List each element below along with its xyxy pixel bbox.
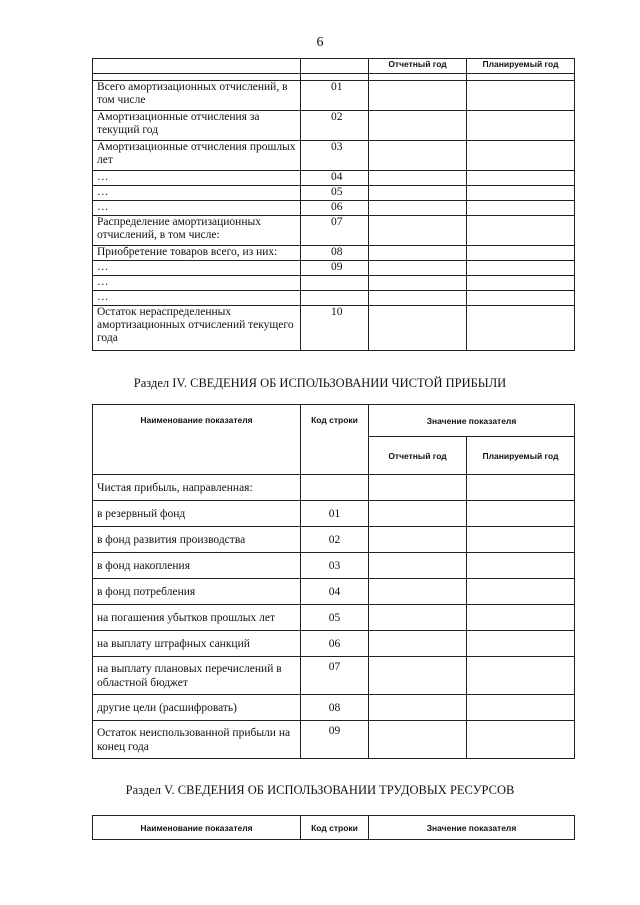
row-code: 07	[301, 657, 369, 695]
row-name: Остаток нераспределенных амортизационных отчислений текущего года	[93, 306, 301, 351]
planned-cell[interactable]	[467, 475, 575, 501]
net-profit-table	[92, 404, 575, 759]
planned-cell[interactable]	[467, 721, 575, 759]
reported-cell[interactable]	[369, 527, 467, 553]
row-code	[301, 475, 369, 501]
reported-cell[interactable]	[369, 261, 467, 276]
table-row	[93, 81, 575, 111]
row-code: 06	[301, 631, 369, 657]
header-blank	[93, 59, 301, 74]
row-code: 02	[301, 527, 369, 553]
row-name: в фонд накопления	[93, 553, 301, 579]
planned-cell[interactable]	[467, 246, 575, 261]
row-name: …	[93, 276, 301, 291]
planned-cell[interactable]	[467, 291, 575, 306]
table-row	[93, 201, 575, 216]
table-row	[93, 246, 575, 261]
reported-cell[interactable]	[369, 291, 467, 306]
reported-cell[interactable]	[369, 246, 467, 261]
row-name: в фонд потребления	[93, 579, 301, 605]
planned-cell[interactable]	[467, 501, 575, 527]
amortization-table	[92, 58, 575, 351]
row-code: 03	[301, 553, 369, 579]
table-header-row	[93, 405, 575, 437]
row-name: …	[93, 291, 301, 306]
row-name: Распределение амортизационных отчислений, в том числе:	[93, 216, 301, 246]
table-row	[93, 291, 575, 306]
row-name: Амортизационные отчисления за текущий год	[93, 111, 301, 141]
row-code: 03	[301, 141, 369, 171]
planned-cell[interactable]	[467, 261, 575, 276]
table-row	[93, 141, 575, 171]
table-row	[93, 475, 575, 501]
reported-cell[interactable]	[369, 186, 467, 201]
planned-cell[interactable]	[467, 216, 575, 246]
header-row-code: Код строки	[301, 405, 369, 475]
reported-cell[interactable]	[369, 605, 467, 631]
planned-cell[interactable]	[467, 306, 575, 351]
section-4-title: Раздел IV. СВЕДЕНИЯ ОБ ИСПОЛЬЗОВАНИИ ЧИСТОЙ ПРИБЫЛИ	[133, 376, 507, 390]
header-blank	[301, 59, 369, 74]
table-row	[93, 276, 575, 291]
row-code: 06	[301, 201, 369, 216]
labor-resources-table	[92, 815, 575, 840]
header-reported-year: Отчетный год	[369, 59, 467, 74]
row-code	[301, 291, 369, 306]
row-code: 10	[301, 306, 369, 351]
table-row	[93, 721, 575, 759]
row-name: …	[93, 201, 301, 216]
row-code: 08	[301, 246, 369, 261]
header-indicator-name: Наименование показателя	[93, 816, 301, 840]
row-code: 08	[301, 695, 369, 721]
reported-cell[interactable]	[369, 657, 467, 695]
row-name: …	[93, 186, 301, 201]
reported-cell[interactable]	[369, 501, 467, 527]
table-row	[93, 553, 575, 579]
row-code: 09	[301, 721, 369, 759]
row-name: другие цели (расшифровать)	[93, 695, 301, 721]
planned-cell[interactable]	[467, 81, 575, 111]
row-name: на погашения убытков прошлых лет	[93, 605, 301, 631]
section-5-title: Раздел V. СВЕДЕНИЯ ОБ ИСПОЛЬЗОВАНИИ ТРУДОВЫХ РЕСУРСОВ	[125, 783, 515, 797]
table-header-row	[93, 816, 575, 840]
row-code: 04	[301, 579, 369, 605]
row-code: 01	[301, 81, 369, 111]
header-row-code: Код строки	[301, 816, 369, 840]
planned-cell[interactable]	[467, 579, 575, 605]
row-code: 04	[301, 171, 369, 186]
planned-cell[interactable]	[467, 171, 575, 186]
row-name: Всего амортизационных отчислений, в том числе	[93, 81, 301, 111]
row-name: …	[93, 261, 301, 276]
row-name: в резервный фонд	[93, 501, 301, 527]
header-reported-year: Отчетный год	[369, 437, 467, 475]
header-indicator-name: Наименование показателя	[93, 405, 301, 475]
reported-cell[interactable]	[369, 81, 467, 111]
reported-cell[interactable]	[369, 111, 467, 141]
reported-cell[interactable]	[369, 631, 467, 657]
table-row	[93, 657, 575, 695]
reported-cell[interactable]	[369, 171, 467, 186]
reported-cell[interactable]	[369, 695, 467, 721]
planned-cell[interactable]	[467, 527, 575, 553]
table-row	[93, 186, 575, 201]
header-planned-year: Планируемый год	[467, 437, 575, 475]
reported-cell[interactable]	[369, 306, 467, 351]
planned-cell[interactable]	[467, 657, 575, 695]
reported-cell[interactable]	[369, 201, 467, 216]
planned-cell[interactable]	[467, 111, 575, 141]
row-name: Чистая прибыль, направленная:	[93, 475, 301, 501]
planned-cell[interactable]	[467, 605, 575, 631]
table-row	[93, 579, 575, 605]
reported-cell[interactable]	[369, 721, 467, 759]
table-row	[93, 171, 575, 186]
header-indicator-value: Значение показателя	[369, 816, 575, 840]
table-header-row	[93, 59, 575, 74]
row-code: 02	[301, 111, 369, 141]
spacer-row	[93, 74, 575, 81]
table-row	[93, 501, 575, 527]
planned-cell[interactable]	[467, 201, 575, 216]
table-row	[93, 631, 575, 657]
reported-cell[interactable]	[369, 276, 467, 291]
header-indicator-value: Значение показателя	[369, 405, 575, 437]
reported-cell[interactable]	[369, 475, 467, 501]
planned-cell[interactable]	[467, 631, 575, 657]
reported-cell[interactable]	[369, 579, 467, 605]
table-row	[93, 216, 575, 246]
table-row	[93, 695, 575, 721]
page-number: 6	[316, 35, 324, 50]
row-name: Амортизационные отчисления прошлых лет	[93, 141, 301, 171]
planned-cell[interactable]	[467, 186, 575, 201]
row-name: на выплату штрафных санкций	[93, 631, 301, 657]
row-code: 09	[301, 261, 369, 276]
row-code: 05	[301, 186, 369, 201]
table-row	[93, 527, 575, 553]
planned-cell[interactable]	[467, 276, 575, 291]
reported-cell[interactable]	[369, 553, 467, 579]
row-name: …	[93, 171, 301, 186]
planned-cell[interactable]	[467, 695, 575, 721]
row-code: 05	[301, 605, 369, 631]
row-code	[301, 276, 369, 291]
table-row	[93, 306, 575, 351]
row-name: на выплату плановых перечислений в областной бюджет	[93, 657, 301, 695]
row-name: в фонд развития производства	[93, 527, 301, 553]
table-row	[93, 605, 575, 631]
planned-cell[interactable]	[467, 553, 575, 579]
row-code: 01	[301, 501, 369, 527]
reported-cell[interactable]	[369, 216, 467, 246]
row-code: 07	[301, 216, 369, 246]
row-name: Приобретение товаров всего, из них:	[93, 246, 301, 261]
planned-cell[interactable]	[467, 141, 575, 171]
table-row	[93, 261, 575, 276]
header-planned-year: Планируемый год	[467, 59, 575, 74]
reported-cell[interactable]	[369, 141, 467, 171]
row-name: Остаток неиспользованной прибыли на конец года	[93, 721, 301, 759]
table-row	[93, 111, 575, 141]
